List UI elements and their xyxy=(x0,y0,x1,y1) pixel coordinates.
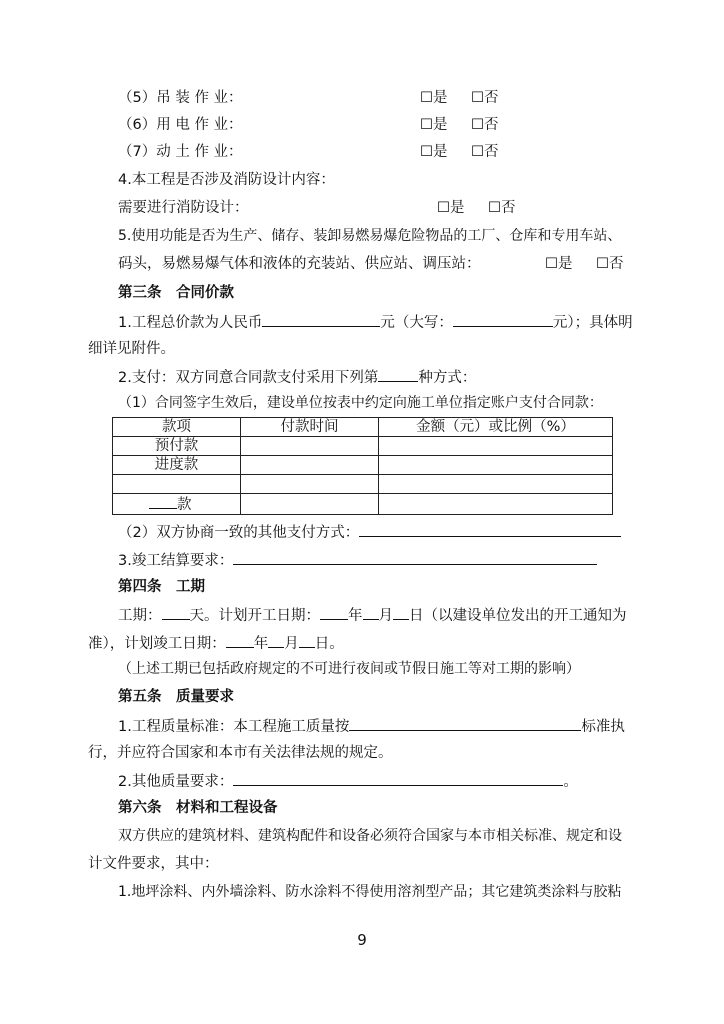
other-quality-label: 2.其他质量要求： xyxy=(118,774,234,790)
quality-standard-label: 1.工程质量标准：本工程施工质量按 xyxy=(118,719,350,735)
question-4: 4.本工程是否涉及消防设计内容： xyxy=(118,172,335,188)
quality-standard-line2: 行，并应符合国家和本市有关法律法规的规定。 xyxy=(88,745,393,761)
duration-days-blank[interactable] xyxy=(162,604,190,620)
article-3-heading: 第三条 合同价款 xyxy=(118,285,234,301)
other-payment-blank[interactable] xyxy=(359,521,621,537)
year-label: 年 xyxy=(253,636,269,652)
materials-line1: 双方供应的建筑材料、建筑构配件和设备必须符合国家与本市相关标准、规定和设 xyxy=(118,828,622,844)
question-5-no-checkbox[interactable]: ☐否 xyxy=(596,256,624,272)
table-row xyxy=(113,494,613,515)
item-6-label: （6）用 电 作 业： xyxy=(118,117,243,133)
row-progress-payment: 进度款 xyxy=(113,456,241,475)
row-prepayment: 预付款 xyxy=(113,437,241,456)
cell-amount[interactable] xyxy=(379,437,613,456)
period: 。 xyxy=(563,774,578,790)
article-5-heading: 第五条 质量要求 xyxy=(118,689,234,705)
start-date-tail: 日（以建设单位发出的开工通知为 xyxy=(409,608,627,624)
other-quality-blank[interactable] xyxy=(233,770,563,786)
cell-pay-time[interactable] xyxy=(241,494,379,515)
start-month-blank[interactable] xyxy=(363,604,379,620)
duration-label: 工期： xyxy=(118,608,162,624)
row-blank[interactable] xyxy=(113,475,241,494)
settlement-label: 3.竣工结算要求： xyxy=(118,553,234,569)
end-day-blank[interactable] xyxy=(299,632,315,648)
payment-option-1: （1）合同签字生效后，建设单位按表中约定向施工单位指定账户支付合同款： xyxy=(118,395,603,411)
end-date-label: 准），计划竣工日期： xyxy=(88,636,226,652)
table-header-row xyxy=(113,418,613,437)
materials-line2: 计文件要求，其中： xyxy=(88,856,219,872)
question-5-line2: 码头，易燃易爆气体和液体的充装站、供应站、调压站： xyxy=(118,256,481,272)
coatings-line1: 1.地坪涂料、内外墙涂料、防水涂料不得使用溶剂型产品；其它建筑类涂料与胶粘 xyxy=(118,884,622,900)
fire-design-label: 需要进行消防设计： xyxy=(118,200,249,216)
item-5-no-checkbox[interactable]: ☐否 xyxy=(471,90,499,106)
total-price-label: 1.工程总价款为人民币 xyxy=(118,315,263,331)
table-row xyxy=(113,437,613,456)
total-price-rmb-blank[interactable] xyxy=(262,311,380,327)
month-label: 月 xyxy=(284,636,299,652)
table-row xyxy=(113,456,613,475)
cell-amount[interactable] xyxy=(379,475,613,494)
item-7-no-checkbox[interactable]: ☐否 xyxy=(471,144,499,160)
payment-method-label: 2.支付：双方同意合同款支付采用下列第 xyxy=(118,370,379,386)
year-label: 年 xyxy=(348,608,363,624)
item-6-no-checkbox[interactable]: ☐否 xyxy=(471,117,499,133)
other-quality-line xyxy=(118,770,578,792)
payment-method-line xyxy=(118,366,476,388)
end-year-blank[interactable] xyxy=(226,632,254,648)
duration-note: （上述工期已包括政府规定的不可进行夜间或节假日施工等对工期的影响） xyxy=(118,661,580,677)
quality-standard-line xyxy=(118,715,625,737)
start-date-label: 天。计划开工日期： xyxy=(189,608,320,624)
question-5-yes-checkbox[interactable]: ☐是 xyxy=(545,256,573,272)
total-price-line2: 细详见附件。 xyxy=(88,341,175,357)
duration-line2 xyxy=(88,632,344,654)
day-label: 日。 xyxy=(314,636,344,652)
payment-name-blank[interactable] xyxy=(149,494,177,509)
item-7-yes-checkbox[interactable]: ☐是 xyxy=(420,144,448,160)
settlement-blank[interactable] xyxy=(233,549,597,565)
payment-method-blank[interactable] xyxy=(378,366,418,382)
yuan-capital-label: 元（大写： xyxy=(380,315,453,331)
total-price-capital-blank[interactable] xyxy=(453,311,553,327)
item-5-yes-checkbox[interactable]: ☐是 xyxy=(420,90,448,106)
start-year-blank[interactable] xyxy=(320,604,348,620)
cell-amount[interactable] xyxy=(379,456,613,475)
item-6-yes-checkbox[interactable]: ☐是 xyxy=(420,117,448,133)
header-pay-time: 付款时间 xyxy=(241,418,379,437)
payment-option-2-line xyxy=(118,521,621,543)
table-row xyxy=(113,475,613,494)
article-4-heading: 第四条 工期 xyxy=(118,579,205,595)
end-month-blank[interactable] xyxy=(268,632,284,648)
fire-design-yes-checkbox[interactable]: ☐是 xyxy=(437,200,465,216)
month-label: 月 xyxy=(378,608,393,624)
total-price-tail: 元）；具体明 xyxy=(552,315,633,331)
article-6-heading: 第六条 材料和工程设备 xyxy=(118,800,278,816)
payment-option-2-label: （2）双方协商一致的其他支付方式： xyxy=(118,525,360,541)
settlement-line xyxy=(118,549,597,571)
duration-line1 xyxy=(118,604,627,626)
header-amount: 金额（元）或比例（%） xyxy=(379,418,613,437)
cell-amount[interactable] xyxy=(379,494,613,515)
row-other-payment xyxy=(113,494,241,515)
payment-table xyxy=(112,417,613,515)
page-number: 9 xyxy=(357,931,367,949)
header-item: 款项 xyxy=(113,418,241,437)
cell-pay-time[interactable] xyxy=(241,437,379,456)
question-5-line1: 5.使用功能是否为生产、储存、装卸易燃易爆危险物品的工厂、仓库和专用车站、 xyxy=(118,228,622,244)
fire-design-no-checkbox[interactable]: ☐否 xyxy=(488,200,516,216)
quality-standard-tail: 标准执 xyxy=(581,719,625,735)
cell-pay-time[interactable] xyxy=(241,475,379,494)
payment-suffix: 款 xyxy=(177,497,192,513)
total-price-line xyxy=(118,311,633,333)
item-5-label: （5）吊 装 作 业： xyxy=(118,90,243,106)
quality-standard-blank[interactable] xyxy=(349,715,581,731)
payment-method-tail: 种方式： xyxy=(418,370,477,386)
item-7-label: （7）动 土 作 业： xyxy=(118,144,243,160)
cell-pay-time[interactable] xyxy=(241,456,379,475)
start-day-blank[interactable] xyxy=(393,604,409,620)
